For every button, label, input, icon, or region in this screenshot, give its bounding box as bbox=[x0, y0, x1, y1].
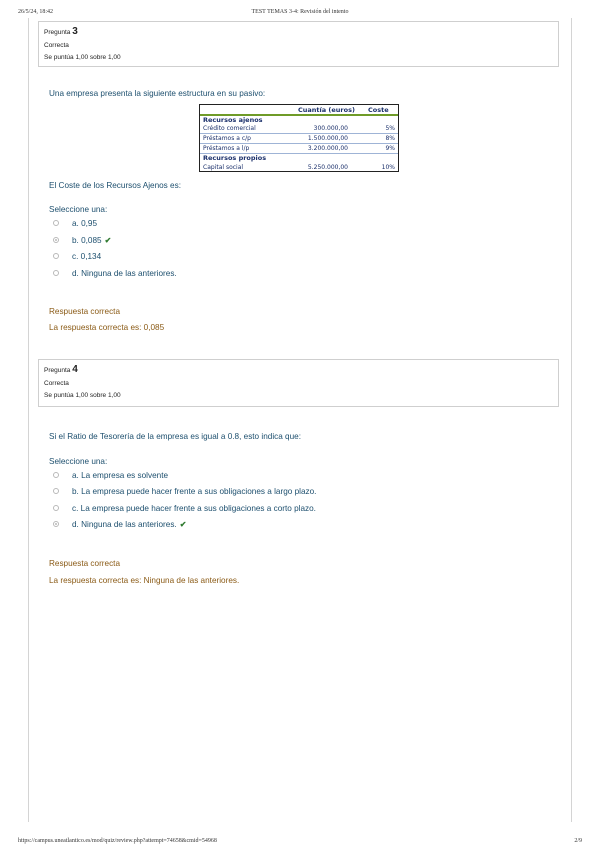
radio-button[interactable] bbox=[53, 488, 59, 494]
question-3-intro: Una empresa presenta la siguiente estructura en su pasivo: bbox=[49, 89, 266, 98]
question-3-info bbox=[38, 21, 559, 67]
correct-answer-text: La respuesta correcta es: 0,085 bbox=[49, 323, 165, 332]
table-row: Préstamos a c/p 1.500.000,00 8% bbox=[200, 135, 398, 144]
table-row: Crédito comercial 300.000,00 5% bbox=[200, 125, 398, 134]
table-row: Préstamos a l/p 3.200.000,00 9% bbox=[200, 145, 398, 154]
print-page-number: 2/9 bbox=[574, 838, 582, 844]
question-label: Pregunta bbox=[44, 29, 71, 36]
question-4-info bbox=[38, 359, 559, 407]
radio-button[interactable] bbox=[53, 237, 59, 243]
liabilities-table bbox=[199, 104, 399, 172]
question-label: Pregunta bbox=[44, 367, 71, 374]
print-title: TEST TEMAS 3-4: Revisión del intento bbox=[251, 9, 349, 15]
check-icon: ✔ bbox=[179, 520, 187, 529]
radio-button[interactable] bbox=[53, 472, 59, 478]
check-icon: ✔ bbox=[104, 236, 112, 245]
question-score: Se puntúa 1,00 sobre 1,00 bbox=[44, 392, 121, 399]
select-one-label: Seleccione una: bbox=[49, 205, 108, 214]
select-one-label: Seleccione una: bbox=[49, 457, 108, 466]
radio-button[interactable] bbox=[53, 521, 59, 527]
feedback-text: Respuesta correcta bbox=[49, 559, 120, 568]
question-number: 4 bbox=[72, 364, 78, 375]
radio-button[interactable] bbox=[53, 220, 59, 226]
radio-button[interactable] bbox=[53, 505, 59, 511]
question-number: 3 bbox=[72, 26, 78, 37]
question-4-text: Si el Ratio de Tesorería de la empresa es igual a 0.8, esto indica que: bbox=[49, 432, 301, 441]
print-datetime: 26/5/24, 18:42 bbox=[18, 9, 54, 15]
table-header bbox=[200, 105, 398, 116]
feedback-text: Respuesta correcta bbox=[49, 307, 120, 316]
question-3-text: El Coste de los Recursos Ajenos es: bbox=[49, 181, 181, 190]
section-recursos-propios: Recursos propios bbox=[203, 154, 267, 162]
radio-button[interactable] bbox=[53, 253, 59, 259]
column-amount: Cuantía (euros) bbox=[298, 106, 355, 114]
section-recursos-ajenos: Recursos ajenos bbox=[203, 116, 263, 124]
print-url[interactable]: https://campus.uneatlantico.es/mod/quiz/review.php?attempt=74658&cmid=54968 bbox=[18, 838, 217, 844]
column-cost: Coste bbox=[368, 106, 389, 114]
question-status: Correcta bbox=[44, 380, 69, 387]
question-status: Correcta bbox=[44, 42, 69, 49]
radio-button[interactable] bbox=[53, 270, 59, 276]
correct-answer-text: La respuesta correcta es: Ninguna de las anteriores. bbox=[49, 576, 240, 585]
table-row: Capital social 5.250.000,00 10% bbox=[203, 164, 395, 171]
question-score: Se puntúa 1,00 sobre 1,00 bbox=[44, 54, 121, 61]
